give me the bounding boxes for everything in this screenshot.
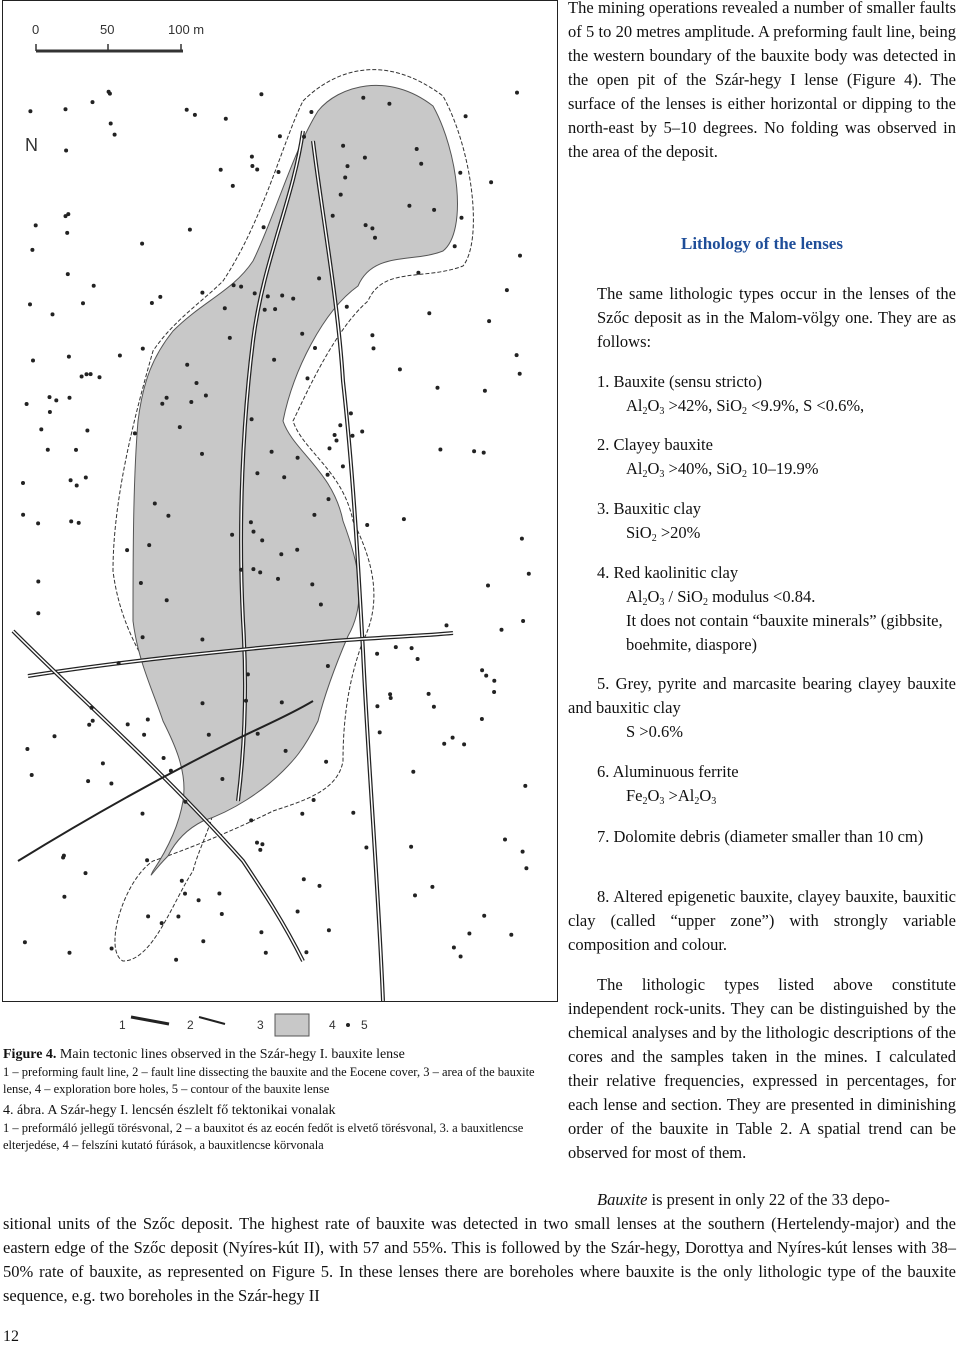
borehole-dot bbox=[304, 950, 308, 954]
borehole-dot bbox=[201, 701, 205, 705]
borehole-dot bbox=[260, 538, 264, 542]
borehole-dot bbox=[518, 254, 522, 258]
borehole-dot bbox=[487, 319, 491, 323]
borehole-dot bbox=[442, 742, 446, 746]
borehole-dot bbox=[500, 628, 504, 632]
borehole-dot bbox=[253, 291, 257, 295]
borehole-dot bbox=[66, 272, 70, 276]
borehole-dot bbox=[90, 706, 94, 710]
borehole-dot bbox=[220, 777, 224, 781]
borehole-dot bbox=[453, 244, 457, 248]
borehole-dot bbox=[364, 846, 368, 850]
borehole-dot bbox=[394, 645, 398, 649]
borehole-dot bbox=[113, 133, 117, 137]
borehole-dot bbox=[351, 434, 355, 438]
borehole-dot bbox=[260, 842, 264, 846]
borehole-dot bbox=[31, 359, 35, 363]
borehole-dot bbox=[284, 749, 288, 753]
borehole-dot bbox=[162, 756, 166, 760]
borehole-dot bbox=[326, 473, 330, 477]
borehole-dot bbox=[141, 635, 145, 639]
borehole-dot bbox=[375, 652, 379, 656]
borehole-dot bbox=[30, 773, 34, 777]
borehole-dot bbox=[183, 892, 187, 896]
borehole-dot bbox=[335, 439, 339, 443]
lithology-item-1: 1. Bauxite (sensu stricto) bbox=[597, 372, 762, 391]
borehole-dot bbox=[139, 581, 143, 585]
borehole-dot bbox=[402, 517, 406, 521]
borehole-dot bbox=[219, 168, 223, 172]
borehole-dot bbox=[280, 700, 284, 704]
figure-caption bbox=[3, 1046, 538, 1154]
borehole-dot bbox=[518, 372, 522, 376]
borehole-dot bbox=[249, 520, 253, 524]
borehole-dot bbox=[246, 672, 250, 676]
borehole-dot bbox=[372, 346, 376, 350]
borehole-dot bbox=[521, 850, 525, 854]
formula-4: $Al_2O_3 / SiO_2$ modulus <0.84. bbox=[626, 587, 816, 608]
borehole-dot bbox=[21, 513, 25, 517]
borehole-dot bbox=[306, 376, 310, 380]
map-drawing bbox=[3, 1, 557, 1001]
borehole-dot bbox=[252, 530, 256, 534]
borehole-dot bbox=[302, 135, 306, 139]
borehole-dot bbox=[343, 176, 347, 180]
north-arrow-label: N bbox=[25, 135, 38, 155]
borehole-dot bbox=[459, 955, 463, 959]
borehole-dot bbox=[217, 892, 221, 896]
borehole-dot bbox=[64, 149, 68, 153]
borehole-dot bbox=[280, 294, 284, 298]
borehole-dot bbox=[333, 433, 337, 437]
borehole-dot bbox=[411, 770, 415, 774]
borehole-dot bbox=[291, 297, 295, 301]
borehole-dot bbox=[158, 295, 162, 299]
figure-legend: 1 – preforming fault line, 2 – fault line dissecting the bauxite and the Eocene cover, 3 – area of the bauxite lense, 4 – exploration bore holes, 5 – contour of the bauxite lense bbox=[3, 1065, 535, 1096]
borehole-dot bbox=[193, 113, 197, 117]
borehole-dot bbox=[150, 301, 154, 305]
borehole-dot bbox=[503, 838, 507, 842]
borehole-dot bbox=[259, 930, 263, 934]
borehole-dot bbox=[296, 910, 300, 914]
borehole-dot bbox=[200, 291, 204, 295]
hungarian-figure-legend: 1 – preformáló jellegű törésvonal, 2 – a bauxitot és az eocén fedőt is elvető törésvonal, 3. a bauxitlencse elterjedése, 4 – felszíni kutató fúrások, a bauxitlencse körvonala bbox=[3, 1121, 524, 1152]
borehole-dot bbox=[318, 884, 322, 888]
paragraph-faults: The mining operations revealed a number of smaller faults of 5 to 20 metres amplitude. A preforming fault line, being the western boundary of the bauxite body was detected in the open pit of the Szár-hegy I lense (Figure 4). The surface of the lenses is either horizontal or dipping to the north-east by 5–10 degrees. No folding was observed in the area of the deposit. bbox=[568, 0, 956, 161]
borehole-dot bbox=[458, 171, 462, 175]
borehole-dot bbox=[378, 730, 382, 734]
borehole-dot bbox=[272, 358, 276, 362]
borehole-dot bbox=[125, 548, 129, 552]
borehole-dot bbox=[319, 603, 323, 607]
borehole-dot bbox=[200, 638, 204, 642]
borehole-dot bbox=[279, 552, 283, 556]
borehole-dot bbox=[263, 308, 267, 312]
borehole-dot bbox=[492, 690, 496, 694]
borehole-dot bbox=[387, 102, 391, 106]
borehole-dot bbox=[419, 162, 423, 166]
borehole-dot bbox=[295, 548, 299, 552]
section-heading: Lithology of the lenses bbox=[681, 234, 843, 253]
borehole-dot bbox=[480, 717, 484, 721]
borehole-dot bbox=[388, 692, 392, 696]
legend-5: 5 bbox=[361, 1018, 368, 1032]
borehole-dot bbox=[360, 430, 364, 434]
paragraph-bauxite-first-line: Bauxite is present in only 22 of the 33 depo- bbox=[597, 1190, 890, 1209]
borehole-dot bbox=[180, 879, 184, 883]
borehole-dot bbox=[110, 947, 114, 951]
borehole-dot bbox=[28, 109, 32, 113]
borehole-dot bbox=[36, 521, 40, 525]
borehole-dot bbox=[278, 134, 282, 138]
borehole-dot bbox=[451, 736, 455, 740]
borehole-dot bbox=[220, 912, 224, 916]
paragraph-lithology: The same lithologic types occur in the lenses of the Szőc deposit as in the Malom-völgy one. They are as follows: bbox=[597, 284, 956, 351]
borehole-dot bbox=[25, 747, 29, 751]
borehole-dot bbox=[101, 761, 105, 765]
legend-4: 4 bbox=[329, 1018, 336, 1032]
borehole-dot bbox=[34, 223, 38, 227]
borehole-dot bbox=[84, 871, 88, 875]
borehole-dot bbox=[85, 372, 89, 376]
lithology-item-4-note: It does not contain “bauxite minerals” (gibbsite, boehmite, diaspore) bbox=[626, 611, 943, 654]
borehole-dot bbox=[80, 375, 84, 379]
borehole-dot bbox=[486, 584, 490, 588]
legend-1: 1 bbox=[119, 1018, 126, 1032]
formula-2: $Al_2O_3 >40\%$, SiO$_2$ 10–19.9% bbox=[626, 459, 819, 480]
borehole-dot bbox=[239, 568, 243, 572]
borehole-dot bbox=[117, 661, 121, 665]
borehole-dot bbox=[317, 276, 321, 280]
borehole-dot bbox=[258, 848, 262, 852]
borehole-dot bbox=[251, 567, 255, 571]
borehole-dot bbox=[484, 674, 488, 678]
borehole-dot bbox=[109, 782, 113, 786]
borehole-dot bbox=[413, 893, 417, 897]
borehole-dot bbox=[302, 877, 306, 881]
hungarian-figure-title: 4. ábra. A Szár-hegy I. lencsén észlelt fő tektonikai vonalak bbox=[3, 1103, 336, 1118]
borehole-dot bbox=[91, 719, 95, 723]
borehole-dot bbox=[118, 354, 122, 358]
borehole-dot bbox=[133, 431, 137, 435]
borehole-dot bbox=[327, 497, 331, 501]
borehole-dot bbox=[146, 914, 150, 918]
borehole-dot bbox=[527, 572, 531, 576]
borehole-dot bbox=[36, 611, 40, 615]
borehole-dot bbox=[48, 395, 52, 399]
borehole-dot bbox=[262, 225, 266, 229]
scale-bar bbox=[32, 22, 204, 51]
borehole-dot bbox=[273, 307, 277, 311]
borehole-dot bbox=[351, 811, 355, 815]
borehole-dot bbox=[430, 885, 434, 889]
borehole-dot bbox=[452, 946, 456, 950]
borehole-dot bbox=[432, 208, 436, 212]
borehole-dot bbox=[255, 168, 259, 172]
lithology-item-8: 8. Altered epigenetic bauxite, clayey bauxite, bauxitic clay (called “upper zone”) with strongly variable composition and colour. bbox=[568, 887, 956, 954]
borehole-dot bbox=[296, 456, 300, 460]
borehole-dot bbox=[141, 347, 145, 351]
borehole-dot bbox=[81, 301, 85, 305]
borehole-dot bbox=[515, 91, 519, 95]
borehole-dot bbox=[68, 396, 72, 400]
borehole-dot bbox=[65, 231, 69, 235]
scale-label-50: 50 bbox=[100, 22, 115, 37]
borehole-dot bbox=[109, 122, 113, 126]
borehole-dot bbox=[64, 214, 68, 218]
lithology-item-3: 3. Bauxitic clay bbox=[597, 499, 702, 518]
borehole-dot bbox=[282, 475, 286, 479]
borehole-dot bbox=[169, 769, 173, 773]
borehole-dot bbox=[266, 294, 270, 298]
borehole-dot bbox=[521, 619, 525, 623]
borehole-dot bbox=[166, 514, 170, 518]
borehole-dot bbox=[21, 481, 25, 485]
borehole-dot bbox=[197, 898, 201, 902]
borehole-dot bbox=[28, 302, 32, 306]
lithology-item-5: 5. Grey, pyrite and marcasite bearing clayey bauxite and bauxitic clay bbox=[568, 674, 956, 717]
borehole-dot bbox=[483, 389, 487, 393]
borehole-dot bbox=[77, 521, 81, 525]
borehole-dot bbox=[142, 733, 146, 737]
borehole-dot bbox=[462, 742, 466, 746]
borehole-dot bbox=[346, 164, 350, 168]
borehole-dot bbox=[69, 519, 73, 523]
lithology-item-7: 7. Dolomite debris (diameter smaller than 10 cm) bbox=[597, 827, 924, 846]
borehole-dot bbox=[492, 679, 496, 683]
borehole-dot bbox=[264, 951, 268, 955]
borehole-dot bbox=[345, 305, 349, 309]
borehole-dot bbox=[160, 921, 164, 925]
borehole-dot bbox=[250, 155, 254, 159]
borehole-dot bbox=[509, 933, 513, 937]
borehole-dot bbox=[188, 228, 192, 232]
borehole-dot bbox=[256, 732, 260, 736]
formula-6: $Fe_2O_3 >Al_2O_3$ bbox=[626, 786, 717, 807]
borehole-dot bbox=[30, 248, 34, 252]
borehole-dot bbox=[309, 110, 313, 114]
borehole-dot bbox=[364, 223, 368, 227]
borehole-dot bbox=[480, 668, 484, 672]
borehole-dot bbox=[176, 915, 180, 919]
borehole-dot bbox=[68, 951, 72, 955]
borehole-dot bbox=[327, 928, 331, 932]
borehole-dot bbox=[183, 800, 187, 804]
borehole-dot bbox=[341, 464, 345, 468]
borehole-dot bbox=[255, 471, 259, 475]
borehole-dot bbox=[228, 336, 232, 340]
borehole-dot bbox=[153, 502, 157, 506]
borehole-dot bbox=[92, 284, 96, 288]
borehole-dot bbox=[126, 722, 130, 726]
formula-3: SiO$_2$ >20% bbox=[626, 523, 701, 544]
borehole-dot bbox=[64, 107, 68, 111]
legend-2: 2 bbox=[187, 1018, 194, 1032]
borehole-dot bbox=[489, 180, 493, 184]
lithology-item-4: 4. Red kaolinitic clay bbox=[597, 563, 739, 582]
borehole-dot bbox=[331, 214, 335, 218]
borehole-dot bbox=[244, 699, 248, 703]
borehole-dot bbox=[178, 425, 182, 429]
borehole-dot bbox=[75, 484, 79, 488]
borehole-dot bbox=[467, 932, 471, 936]
borehole-dot bbox=[427, 692, 431, 696]
borehole-dot bbox=[51, 312, 55, 316]
borehole-dot bbox=[160, 402, 164, 406]
borehole-dot bbox=[432, 705, 436, 709]
borehole-dot bbox=[232, 283, 236, 287]
borehole-dot bbox=[239, 285, 243, 289]
borehole-dot bbox=[349, 411, 353, 415]
lithology-item-6: 6. Aluminuous ferrite bbox=[597, 762, 739, 781]
borehole-dot bbox=[85, 429, 89, 433]
borehole-dot bbox=[365, 523, 369, 527]
borehole-dot bbox=[389, 696, 393, 700]
scale-label-0: 0 bbox=[32, 22, 40, 37]
borehole-dot bbox=[520, 537, 524, 541]
borehole-dot bbox=[312, 798, 316, 802]
borehole-dot bbox=[482, 914, 486, 918]
borehole-dot bbox=[310, 582, 314, 586]
borehole-dot bbox=[48, 410, 52, 414]
borehole-dot bbox=[482, 451, 486, 455]
borehole-dot bbox=[505, 288, 509, 292]
borehole-dot bbox=[409, 845, 413, 849]
borehole-dot bbox=[460, 216, 464, 220]
borehole-dot bbox=[46, 448, 50, 452]
borehole-dot bbox=[67, 355, 71, 359]
borehole-dot bbox=[62, 895, 66, 899]
borehole-dot bbox=[185, 363, 189, 367]
borehole-dot bbox=[74, 448, 78, 452]
borehole-dot bbox=[324, 760, 328, 764]
borehole-dot bbox=[91, 100, 95, 104]
borehole-dot bbox=[204, 394, 208, 398]
borehole-dot bbox=[464, 114, 468, 118]
borehole-dot bbox=[141, 812, 145, 816]
borehole-dot bbox=[61, 856, 65, 860]
borehole-dot bbox=[250, 417, 254, 421]
page-number: 12 bbox=[3, 1328, 19, 1345]
borehole-dot bbox=[84, 476, 88, 480]
borehole-dot bbox=[415, 147, 419, 151]
borehole-dot bbox=[207, 733, 211, 737]
borehole-dot bbox=[140, 242, 144, 246]
borehole-dot bbox=[224, 117, 228, 121]
borehole-dot bbox=[339, 193, 343, 197]
borehole-dot bbox=[185, 108, 189, 112]
borehole-dot bbox=[165, 396, 169, 400]
borehole-dot bbox=[223, 306, 227, 310]
borehole-dot bbox=[370, 333, 374, 337]
borehole-dot bbox=[300, 812, 304, 816]
borehole-dot bbox=[515, 353, 519, 357]
borehole-dot bbox=[438, 448, 442, 452]
borehole-dot bbox=[370, 226, 374, 230]
borehole-dot bbox=[250, 164, 254, 168]
formula-5: S >0.6% bbox=[626, 722, 683, 741]
scale-label-100: 100 m bbox=[168, 22, 205, 37]
borehole-dot bbox=[195, 381, 199, 385]
borehole-dot bbox=[255, 841, 259, 845]
lithology-item-2: 2. Clayey bauxite bbox=[597, 435, 713, 454]
borehole-dot bbox=[407, 204, 411, 208]
borehole-dot bbox=[200, 452, 204, 456]
borehole-dot bbox=[230, 533, 234, 537]
borehole-dot bbox=[523, 784, 527, 788]
borehole-dot bbox=[249, 818, 253, 822]
borehole-dot bbox=[300, 332, 304, 336]
borehole-dot bbox=[276, 577, 280, 581]
paragraph-rock-units: The lithologic types listed above constitute independent rock-units. They can be distinguished by the chemical analyses and by the lithologic descriptions of the cores and the samples taken in the mines. I calculated their relative frequencies, expressed in percentages, for each lense and section. They are presented in diminishing order of the bauxite in Table 2. A spatial trend can be observed for most of them. bbox=[568, 975, 956, 1162]
borehole-dot bbox=[69, 478, 73, 482]
borehole-dot bbox=[89, 372, 93, 376]
figure-title: Main tectonic lines observed in the Szár-hegy I. bauxite lense bbox=[59, 1047, 405, 1062]
borehole-dot bbox=[427, 311, 431, 315]
borehole-dot bbox=[147, 543, 151, 547]
borehole-dot bbox=[201, 939, 205, 943]
formula-1: $Al_2O_3 >42\%$, SiO$_2$ <9.9%, S <0.6%, bbox=[626, 396, 865, 417]
borehole-dot bbox=[363, 156, 367, 160]
borehole-dot bbox=[445, 623, 449, 627]
borehole-dot bbox=[410, 646, 414, 650]
borehole-dot bbox=[398, 367, 402, 371]
borehole-dot bbox=[341, 144, 345, 148]
borehole-dot bbox=[145, 858, 149, 862]
borehole-dot bbox=[53, 734, 57, 738]
borehole-dot bbox=[326, 664, 330, 668]
borehole-dot bbox=[23, 940, 27, 944]
borehole-dot bbox=[416, 271, 420, 275]
borehole-dot bbox=[313, 346, 317, 350]
borehole-dot bbox=[54, 398, 58, 402]
borehole-dot bbox=[98, 375, 102, 379]
map-figure bbox=[2, 0, 558, 1032]
borehole-dot bbox=[86, 779, 90, 783]
borehole-dot bbox=[259, 92, 263, 96]
borehole-dot bbox=[25, 402, 29, 406]
figure-label: Figure 4. bbox=[3, 1047, 57, 1062]
borehole-dot bbox=[231, 184, 235, 188]
borehole-dot bbox=[146, 718, 150, 722]
legend-labels bbox=[3, 1009, 557, 1049]
borehole-dot bbox=[472, 449, 476, 453]
borehole-dot bbox=[416, 657, 420, 661]
borehole-dot bbox=[328, 446, 332, 450]
borehole-dot bbox=[36, 580, 40, 584]
borehole-dot bbox=[270, 450, 274, 454]
borehole-dot bbox=[277, 170, 281, 174]
borehole-dot bbox=[312, 513, 316, 517]
borehole-dot bbox=[524, 866, 528, 870]
borehole-dot bbox=[165, 598, 169, 602]
legend-3: 3 bbox=[257, 1018, 264, 1032]
paragraph-bauxite-continued: sitional units of the Szőc deposit. The highest rate of bauxite was detected in two small lenses at the southern (Hertelendy-major) and the eastern edge of the Szőc deposit (Nyíres-kút II), with 57 and 55%. This is followed by the Szár-hegy, Dorottya and Nyíres-kút lenses with 38–50% rate of bauxite, as represented on Figure 5. In these lenses there are boreholes where bauxite is the only lithologic type of the bauxite sequence, e.g. two boreholes in the Szár-hegy II bbox=[3, 1214, 956, 1305]
borehole-dot bbox=[39, 427, 43, 431]
borehole-dot bbox=[108, 92, 112, 96]
borehole-dot bbox=[189, 400, 193, 404]
borehole-dot bbox=[373, 236, 377, 240]
borehole-dot bbox=[375, 704, 379, 708]
borehole-dot bbox=[436, 386, 440, 390]
borehole-dot bbox=[87, 723, 91, 727]
borehole-dot bbox=[361, 96, 365, 100]
borehole-dot bbox=[338, 423, 342, 427]
borehole-dot bbox=[258, 570, 262, 574]
borehole-dot bbox=[174, 958, 178, 962]
